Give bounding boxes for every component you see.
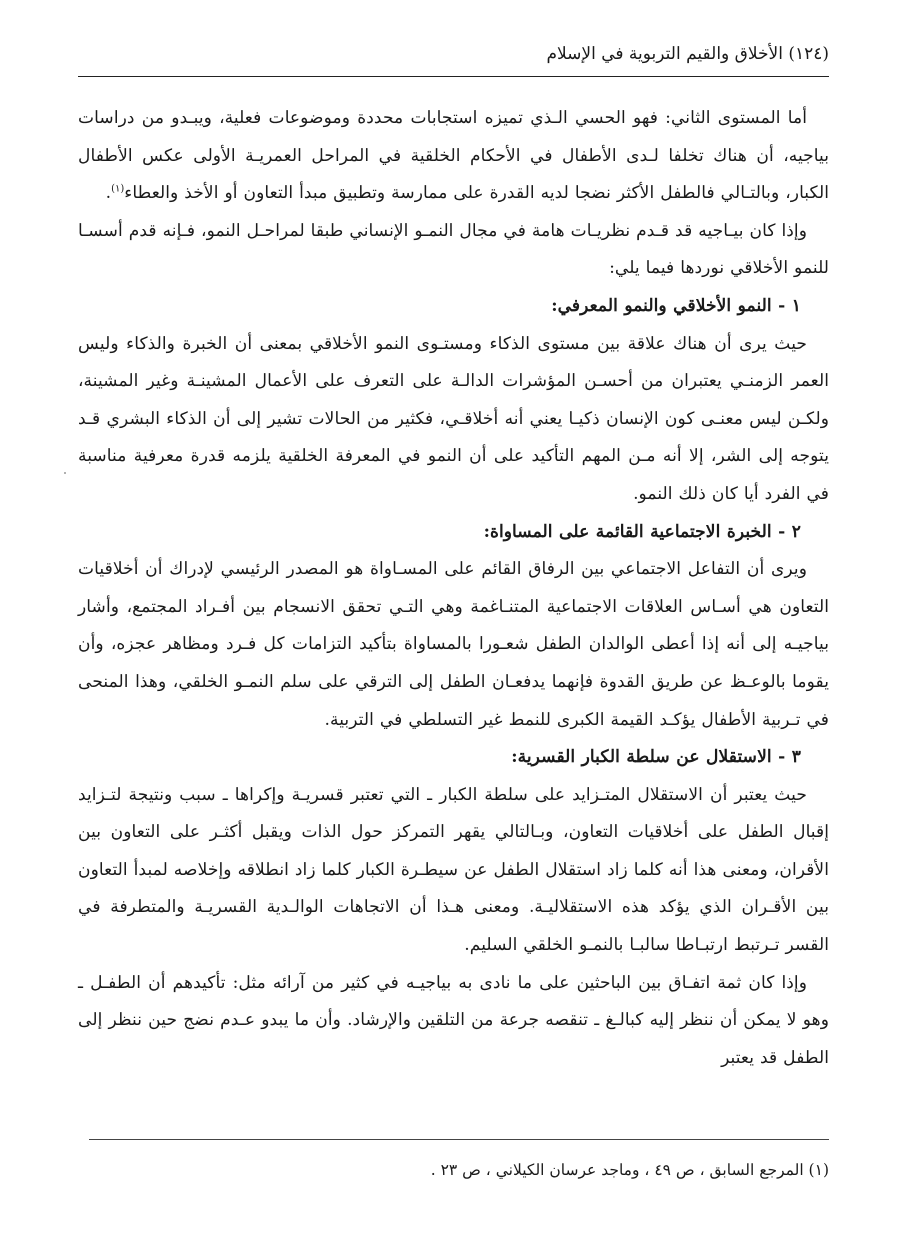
paragraph-1-end: .	[105, 183, 112, 204]
footnote-divider	[89, 1139, 829, 1140]
section-heading-1: ١ - النمو الأخلاقي والنمو المعرفي:	[551, 295, 801, 316]
paragraph-1-text: أما المستوى الثاني: فهو الحسي الـذي تميزه استجابات محددة وموضوعات فعلية، ويبـدو من دراسات بياجيه، أن هناك تخلفا لـدى الأطفال في الأحكام الخلقية في المراحل العمريـة الأولى عكس الأطفال الكبار، وبالتـالي فالطفل الأكثر نضجا لديه القدرة على ممارسة وتطبيق مبدأ التعاون أو الأخذ والعطاء	[78, 108, 829, 204]
paragraph-3: حيث يرى أن هناك علاقة بين مستوى الذكاء ومستـوى النمو الأخلاقي بمعنى أن الخبرة والذكاء وليس العمر الزمنـي يعتبران من أحسـن المؤشرات الدالـة على التعرف على الأعمال المشينـة وغير المشينة، ولكـن ليس معنـى كون الإنسان ذكيـا يعني أنه أخلاقـي، فكثير من الحالات تشير إلى أن الذكاء البشري قـد يتوجه إلى الشر، إلا أنه مـن المهم التأكيد على أن النمو في المعرفة الخلقية يلزمه قدرة معرفية مناسبة في الفرد أيا كان ذلك النمو.	[78, 333, 829, 504]
section-heading-2: ٢ - الخبرة الاجتماعية القائمة على المساواة:	[483, 521, 801, 542]
paragraph-2: وإذا كان بيـاجيه قد قـدم نظريـات هامة في مجال النمـو الإنساني طبقا لمراحـل النمو، فـإنه قدم أسسـا للنمو الأخلاقي نوردها فيما يلي:	[78, 220, 829, 279]
paragraph-5: حيث يعتبر أن الاستقلال المتـزايد على سلطة الكبار ـ التي تعتبر قسريـة وإكراها ـ سبب ونتيجة لتـزايد إقبال الطفل على أخلاقيات التعاون، وبـالتالي يقهر التمركز حول الذات ويقبل أكثـر على التعاون بين الأقران، ومعنى هذا أنه كلما زاد استقلال الطفل عن سيطـرة الكبار كلما زاد انطلاقه وإخلاصه لمبدأ التعاون بين الأقـران الذي يؤكد هذه الاستقلاليـة. ومعنى هـذا أن الاتجاهات الوالـدية القسريـة والمتطرفة في القسر تـرتبط ارتبـاطا سالبـا بالنمـو الخلقي السليم.	[78, 784, 829, 956]
book-page	[78, 0, 829, 1243]
margin-speck	[64, 472, 66, 474]
main-text	[78, 100, 829, 1077]
paragraph-6: وإذا كان ثمة اتفـاق بين الباحثين على ما نادى به بياجيـه في كثير من آرائه مثل: تأكيدهم أن الطفـل ـ وهو لا يمكن أن ننظر إليه كبالـغ ـ تنقصه جرعة من التلقين والإرشاد. وأن ما يبدو عـدم نضج حين ننظر إلى الطفل قد يعتبر	[78, 972, 829, 1068]
footnote: (١) المرجع السابق ، ص ٤٩ ، وماجد عرسان الكيلاني ، ص ٢٣ .	[430, 1161, 829, 1179]
running-header: (١٢٤) الأخلاق والقيم التربوية في الإسلام	[546, 44, 829, 64]
paragraph-4: ويرى أن التفاعل الاجتماعي بين الرفاق القائم على المسـاواة هو المصدر الرئيسي لإدراك أن أخلاقيات التعاون هي أسـاس العلاقات الاجتماعية المتنـاغمة وهي التـي تحقق الانسجام بين أفـراد المجتمع، وأشار بياجيـه إلى أنه إذا أعطى الوالدان الطفل شعـورا بالمساواة بتأكيد التزامات كل فـرد ومظاهر عجزه، وأن يقوما بالوعـظ عن طريق القدوة فإنهما يدفعـان الطفل إلى الترقي على سلم النمـو الخلقي، وهذا المنحى في تـربية الأطفال يؤكـد القيمة الكبرى للنمط غير التسلطي في التربية.	[78, 559, 829, 730]
section-heading-3: ٣ - الاستقلال عن سلطة الكبار القسرية:	[511, 747, 801, 768]
header-divider	[78, 76, 829, 77]
footnote-marker[interactable]: (١)	[111, 183, 125, 195]
paragraph-1	[78, 100, 829, 213]
